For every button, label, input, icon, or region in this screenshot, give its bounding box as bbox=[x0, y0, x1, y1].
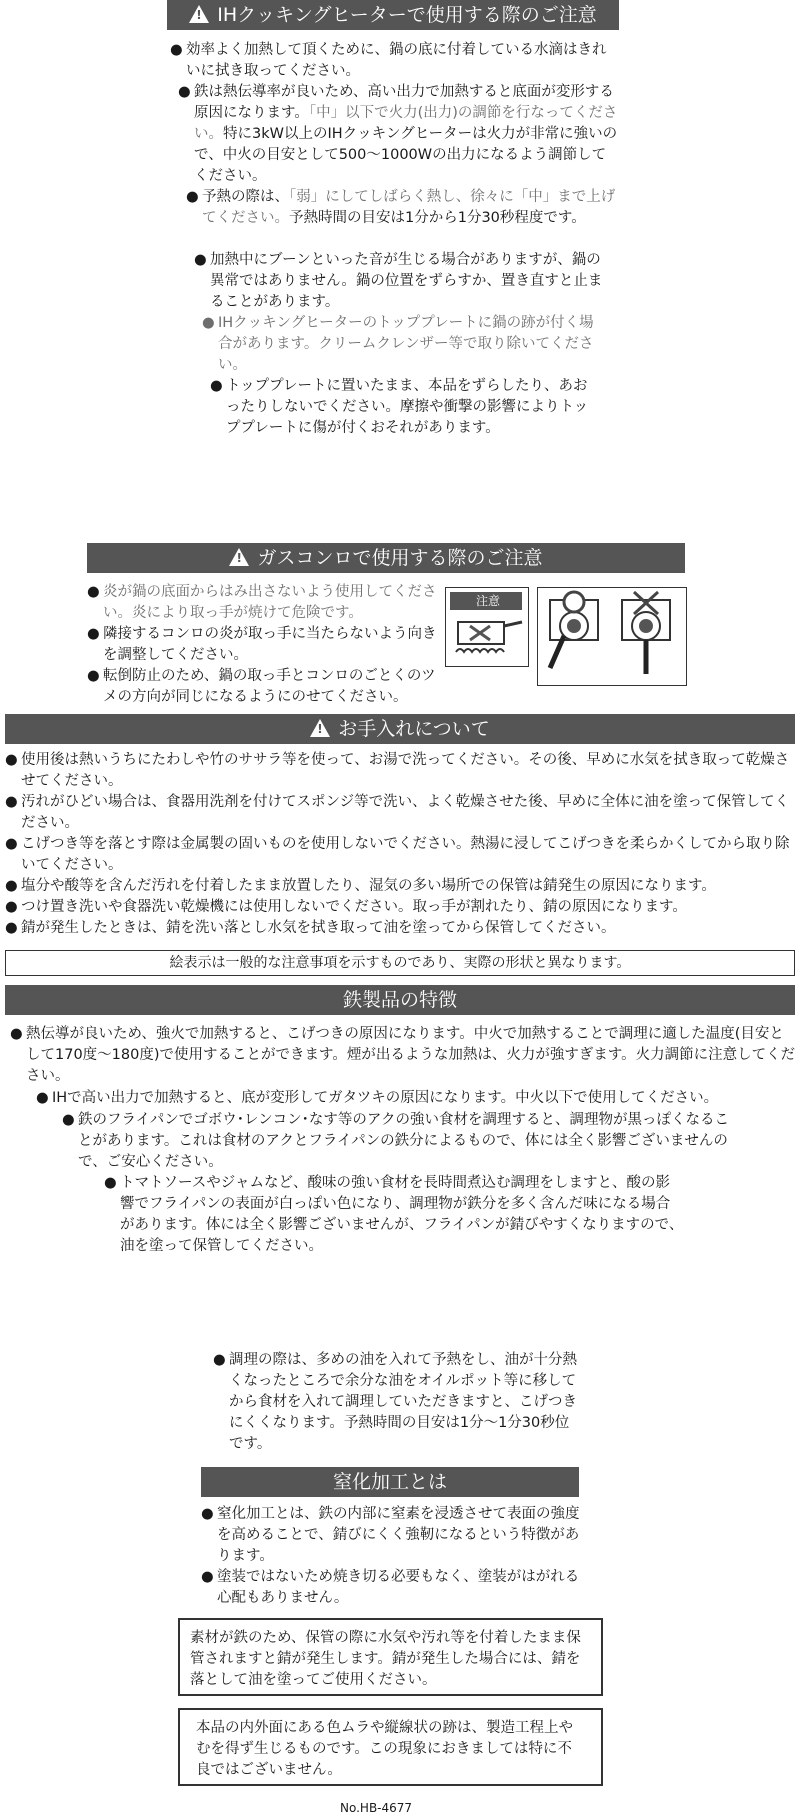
care-item: ● こげつき等を落とす際は金属製の固いものを使用しないでください。熱湯に浸してこげつきを柔らかくしてから取り除いてください。 bbox=[5, 834, 798, 876]
nitride-section-header bbox=[201, 1467, 579, 1497]
care-header-title: お手入れについて bbox=[338, 718, 490, 740]
ih-item-3: ● 予熱の際は、「弱」にしてしばらく熱し、徐々に「中」まで上げてください。予熱時間の目安は1分から1分30秒程度です。 bbox=[186, 187, 616, 229]
care-item: ● 使用後は熱いうちにたわしや竹のササラ等を使って、お湯で洗ってください。その後、早めに水気を拭き取って乾燥させてください。 bbox=[5, 750, 798, 792]
nitride-item: ● 窒化加工とは、鉄の内部に窒素を浸透させて表面の強度を高めることで、錆びにくく強靭になるという特徴があります。 bbox=[201, 1504, 586, 1567]
iron-item-1: ● 熱伝導が良いため、強火で加熱すると、こげつきの原因になります。中火で加熱することで調理に適した温度(目安として170度〜180度)で使用することができます。煙が出るような加熱は、火力が強すぎます。火力調節に注意してください。 bbox=[10, 1024, 798, 1087]
gas-item: ● 転倒防止のため、鍋の取っ手とコンロのごとくのツメの方向が同じになるようにのせてください。 bbox=[87, 666, 442, 708]
iron-item-5: ● 調理の際は、多めの油を入れて予熱をし、油が十分熱くなったところで余分な油をオイルポット等に移してから食材を入れて調理していただきますと、こげつきにくくなります。予熱時間の目安は1分〜1分30秒位です。 bbox=[213, 1350, 578, 1455]
model-number: No.HB-4677 bbox=[340, 1801, 413, 1815]
iron-item-2: ● IHで高い出力で加熱すると、底が変形してガタツキの原因になります。中火以下で使用してください。 bbox=[36, 1088, 796, 1109]
gas-section-header bbox=[87, 543, 685, 573]
ih-item-2: ● 鉄は熱伝導率が良いため、高い出力で加熱すると底面が変形する原因になります。「中」以下で火力(出力)の調節を行なってください。特に3kW以上のIHクッキングヒーターは火力が非常に強いので、中火の目安として500〜1000Wの出力になるよう調節してください。 bbox=[178, 82, 618, 187]
color-unevenness-note: 本品の内外面にある色ムラや縦線状の跡は、製造工程上やむを得ず生じるものです。この現象におきましては特に不良ではございません。 bbox=[178, 1708, 603, 1786]
wrong-direction-icon bbox=[540, 588, 610, 683]
warning-icon bbox=[189, 5, 209, 23]
care-notes bbox=[5, 750, 798, 939]
care-item: ● 塩分や酸等を含んだ汚れを付着したまま放置したり、湿気の多い場所での保管は錆発生の原因になります。 bbox=[5, 876, 798, 897]
care-item: ● つけ置き洗いや食器洗い乾燥機には使用しないでください。取っ手が割れたり、錆の原因になります。 bbox=[5, 897, 798, 918]
pan-handle-heat-icon bbox=[446, 612, 526, 664]
gas-item: ● 隣接するコンロの炎が取っ手に当たらないよう向きを調整してください。 bbox=[87, 624, 442, 666]
handle-direction-illustration bbox=[537, 587, 687, 686]
warning-icon bbox=[229, 548, 249, 566]
nitride-notes bbox=[201, 1504, 586, 1609]
gas-item: ● 炎が鍋の底面からはみ出さないよう使用してください。炎により取っ手が焼けて危険です。 bbox=[87, 582, 442, 624]
iron-section-header bbox=[5, 985, 795, 1015]
nitride-item: ● 塗装ではないため焼き切る必要もなく、塗装がはがれる心配もありません。 bbox=[201, 1567, 586, 1609]
picture-note: 絵表示は一般的な注意事項を示すものであり、実際の形状と異なります。 bbox=[5, 950, 795, 976]
rust-storage-note: 素材が鉄のため、保管の際に水気や汚れ等を付着したまま保管されますと錆が発生します。錆が発生した場合には、錆を落として油を塗ってご使用ください。 bbox=[178, 1618, 603, 1696]
warning-icon bbox=[310, 719, 330, 737]
ih-item-1: ● 効率よく加熱して頂くために、鍋の底に付着している水滴はきれいに拭き取ってください。 bbox=[170, 40, 615, 82]
ih-item-5: ● IHクッキングヒーターのトッププレートに鍋の跡が付く場合があります。クリームクレンザー等で取り除いてください。 bbox=[202, 313, 602, 376]
ih-header-title: IHクッキングヒーターで使用する際のご注意 bbox=[217, 4, 597, 26]
iron-item-3: ● 鉄のフライパンでゴボウ･レンコン･なす等のアクの強い食材を調理すると、調理物が黒っぽくなることがあります。これは食材のアクとフライパンの鉄分によるもので、体には全く影響ございませんので、ご安心ください。 bbox=[62, 1110, 742, 1173]
iron-item-4: ● トマトソースやジャムなど、酸味の強い食材を長時間煮込む調理をしますと、酸の影響でフライパンの表面が白っぽい色になり、調理物が鉄分を多く含んだ味になる場合があります。体には全く影響ございませんが、フライパンが錆びやすくなりますので、油を塗って保管してください。 bbox=[104, 1173, 684, 1257]
gas-header-title: ガスコンロで使用する際のご注意 bbox=[257, 547, 543, 569]
iron-header-title: 鉄製品の特徴 bbox=[342, 989, 457, 1011]
correct-direction-icon bbox=[612, 588, 682, 683]
ih-section-header bbox=[167, 0, 619, 30]
care-item: ● 錆が発生したときは、錆を洗い落とし水気を拭き取って油を塗ってから保管してください。 bbox=[5, 918, 798, 939]
caution-label-tag: 注意 bbox=[450, 592, 522, 610]
care-item: ● 汚れがひどい場合は、食器用洗剤を付けてスポンジ等で洗い、よく乾燥させた後、早めに全体に油を塗って保管してください。 bbox=[5, 792, 798, 834]
gas-notes bbox=[87, 582, 442, 708]
nitride-header-title: 窒化加工とは bbox=[332, 1471, 447, 1493]
ih-item-4: ● 加熱中にブーンといった音が生じる場合がありますが、鍋の異常ではありません。鍋の位置をずらすか、置き直すと止まることがあります。 bbox=[194, 250, 604, 313]
caution-label-illustration bbox=[445, 587, 529, 667]
ih-item-6: ● トッププレートに置いたまま、本品をずらしたり、あおったりしないでください。摩擦や衝撃の影響によりトッププレートに傷が付くおそれがあります。 bbox=[210, 376, 590, 439]
care-section-header bbox=[5, 714, 795, 744]
